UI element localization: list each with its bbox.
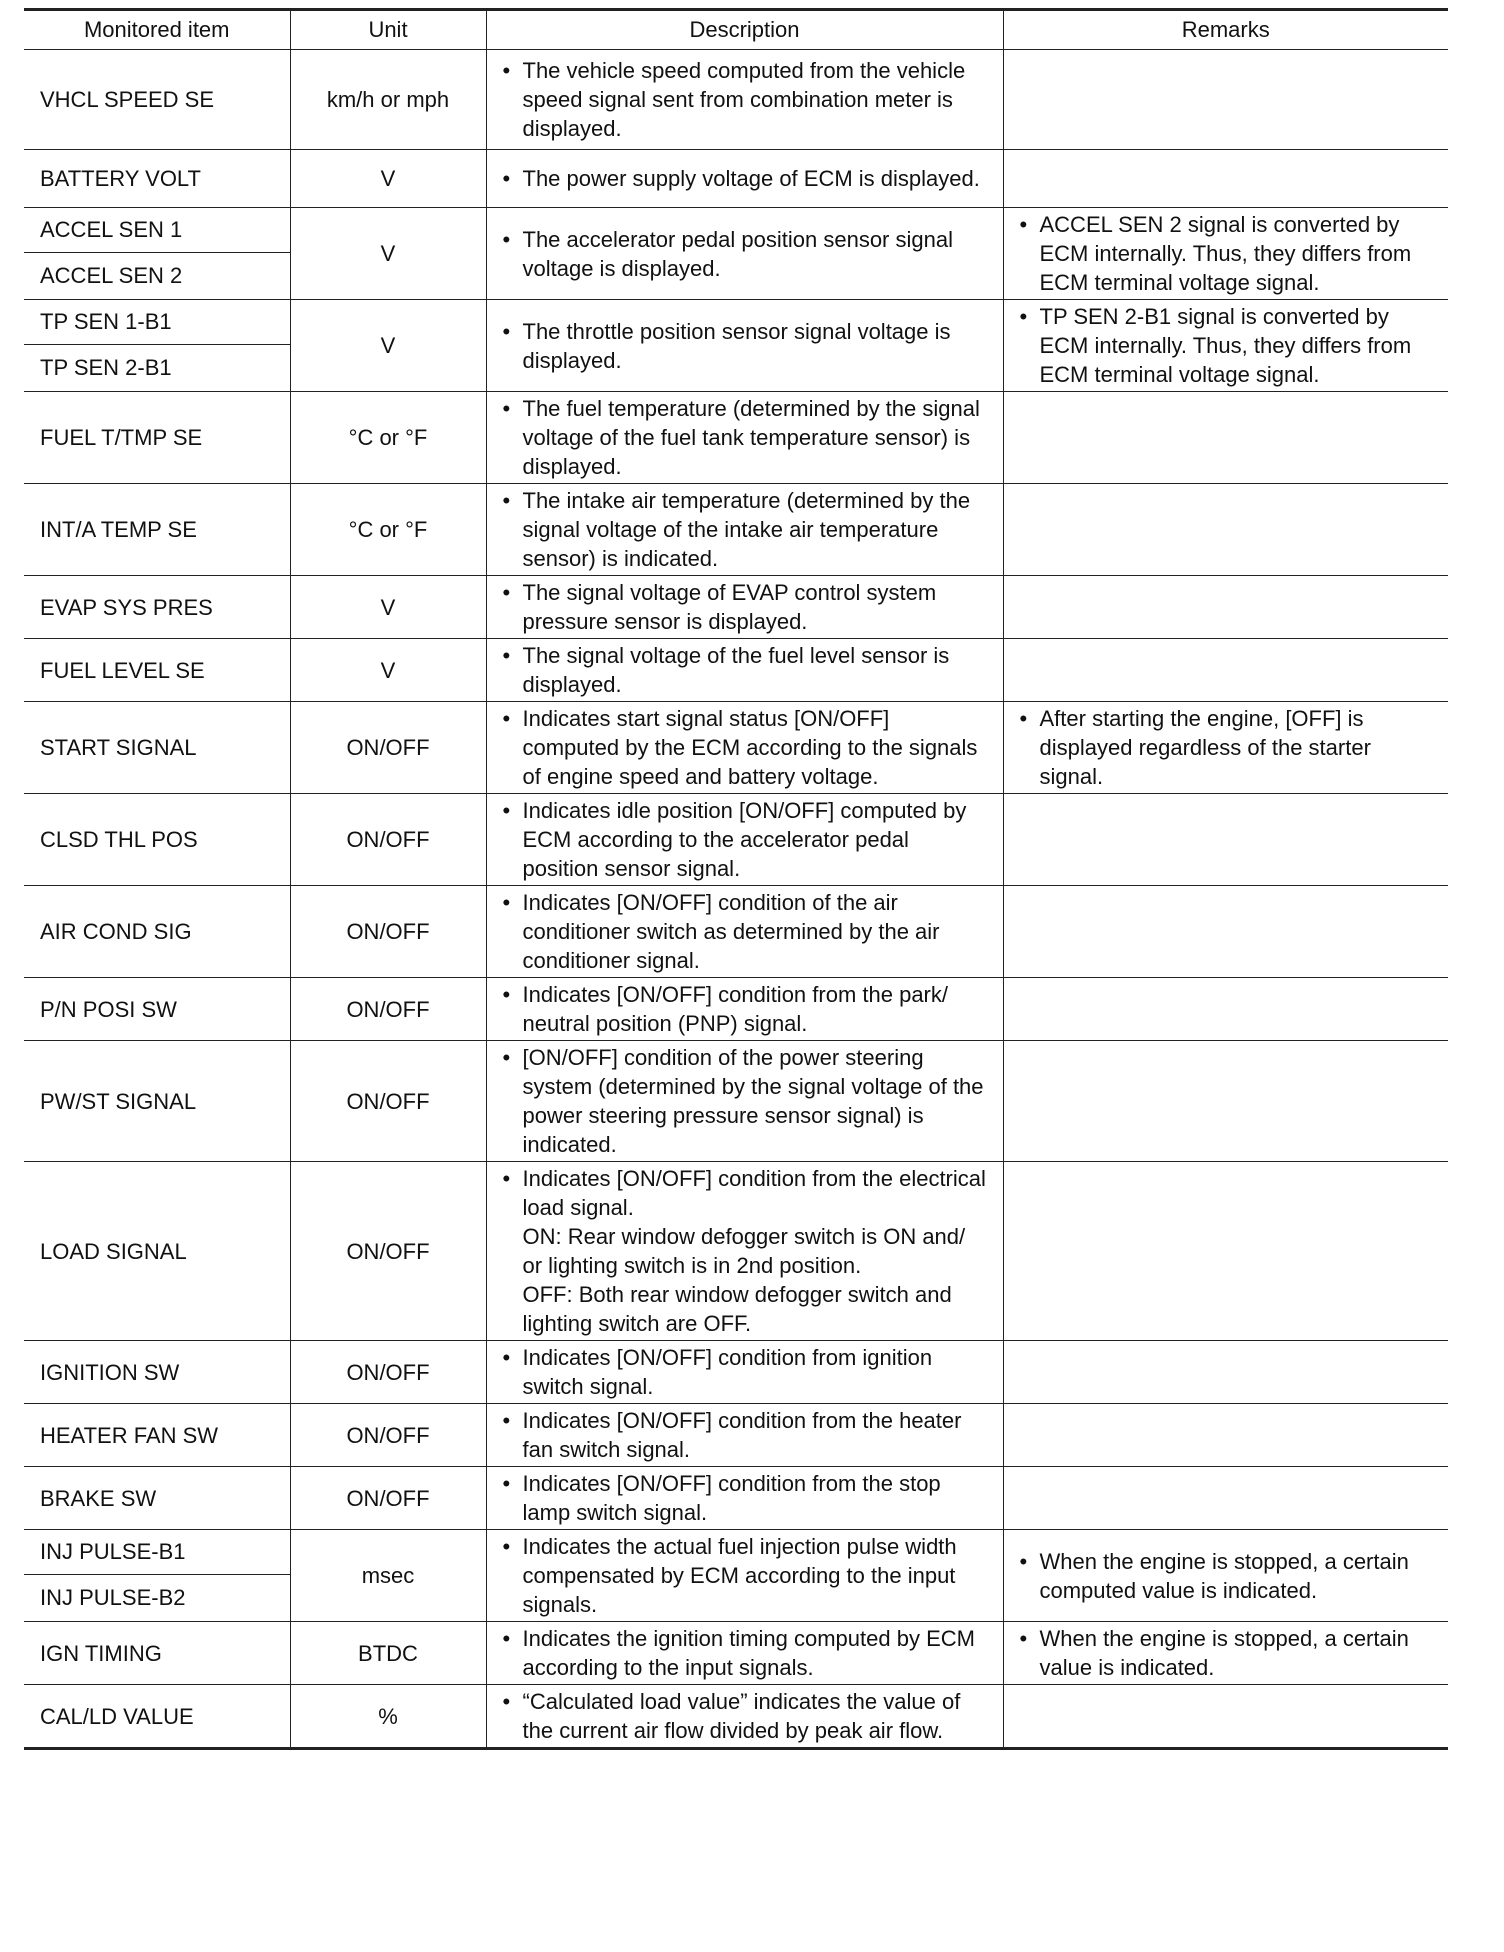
description-cell [486,208,1003,300]
monitored-item-cell: LOAD SIGNAL [24,1162,290,1341]
unit-cell: ON/OFF [290,794,486,886]
monitored-item-cell: TP SEN 1-B1 [24,300,290,345]
monitored-item-cell: FUEL LEVEL SE [24,639,290,702]
description-cell [486,576,1003,639]
remarks-cell [1003,208,1448,300]
description-bullet: • [ON/OFF] condition of the power steering system (determined by the signal voltage of the power steering pressure sensor signal) is indicated. [522,1045,984,1157]
table-row [24,300,1448,345]
header-monitored-item: Monitored item [24,10,290,50]
description-bullet: • The fuel temperature (determined by the signal voltage of the fuel tank temperature sensor) is displayed. [522,396,980,479]
unit-cell: km/h or mph [290,50,486,150]
description-cell [486,1162,1003,1341]
remarks-cell [1003,1530,1448,1622]
remarks-cell [1003,639,1448,702]
table-row [24,978,1448,1041]
unit-cell: ON/OFF [290,1041,486,1162]
description-bullet: • Indicates the actual fuel injection pulse width compensated by ECM according to the input signals. [522,1534,957,1617]
description-line: ON: Rear window defogger switch is ON and/ or lighting switch is in 2nd position. [522,1224,966,1278]
remarks-cell [1003,50,1448,150]
table-row [24,1162,1448,1341]
unit-cell: V [290,208,486,300]
remarks-cell [1003,978,1448,1041]
description-bullet: • Indicates idle position [ON/OFF] computed by ECM according to the accelerator pedal position sensor signal. [522,798,967,881]
description-cell [486,300,1003,392]
monitored-item-cell: CAL/LD VALUE [24,1685,290,1749]
remarks-cell [1003,1162,1448,1341]
unit-cell: % [290,1685,486,1749]
remarks-cell [1003,1041,1448,1162]
table-row [24,50,1448,150]
header-description: Description [486,10,1003,50]
description-bullet: • Indicates [ON/OFF] condition from the stop lamp switch signal. [522,1471,941,1525]
monitored-item-cell: INT/A TEMP SE [24,484,290,576]
remarks-text: When the engine is stopped, a certain computed value is indicated. [1039,1548,1409,1603]
monitored-item-cell: IGNITION SW [24,1341,290,1404]
unit-cell: ON/OFF [290,702,486,794]
unit-cell: msec [290,1530,486,1622]
remarks-cell [1003,300,1448,392]
description-bullet: • Indicates [ON/OFF] condition from the electrical load signal. [522,1166,986,1220]
remarks-bullet [1016,1624,1437,1682]
unit-cell: ON/OFF [290,1341,486,1404]
description-bullet: • The signal voltage of EVAP control system pressure sensor is displayed. [522,580,937,634]
remarks-cell [1003,702,1448,794]
table-row [24,1467,1448,1530]
table-row [24,1341,1448,1404]
monitored-item-cell: AIR COND SIG [24,886,290,978]
remarks-cell [1003,1685,1448,1749]
description-line: OFF: Both rear window defogger switch and lighting switch are OFF. [522,1282,952,1336]
description-cell [486,702,1003,794]
monitored-item-cell: CLSD THL POS [24,794,290,886]
monitored-item-cell: VHCL SPEED SE [24,50,290,150]
remarks-cell [1003,1467,1448,1530]
monitored-item-cell: IGN TIMING [24,1622,290,1685]
remarks-cell [1003,150,1448,208]
table-row [24,484,1448,576]
monitored-item-cell: INJ PULSE-B2 [24,1574,290,1621]
monitored-item-cell: TP SEN 2-B1 [24,344,290,391]
monitor-items-table [24,8,1448,1750]
description-cell [486,794,1003,886]
remarks-text: ACCEL SEN 2 signal is converted by ECM internally. Thus, they differs from ECM terminal voltage signal. [1039,212,1412,295]
description-cell [486,1622,1003,1685]
description-cell [486,50,1003,150]
description-bullet: • Indicates [ON/OFF] condition from ignition switch signal. [522,1345,933,1399]
monitored-item-cell: EVAP SYS PRES [24,576,290,639]
description-cell [486,392,1003,484]
table-row [24,1685,1448,1749]
table-row [24,1041,1448,1162]
unit-cell: V [290,300,486,392]
monitored-item-cell: FUEL T/TMP SE [24,392,290,484]
monitored-item-cell: HEATER FAN SW [24,1404,290,1467]
description-bullet: • Indicates [ON/OFF] condition of the air conditioner switch as determined by the air conditioner signal. [522,890,940,973]
remarks-cell [1003,576,1448,639]
unit-cell: ON/OFF [290,1467,486,1530]
table-row [24,208,1448,253]
remarks-bullet [1016,210,1437,297]
unit-cell: ON/OFF [290,886,486,978]
description-cell [486,1041,1003,1162]
table-body [24,50,1448,1749]
unit-cell: °C or °F [290,484,486,576]
table-row [24,576,1448,639]
table-row [24,1622,1448,1685]
table-row [24,886,1448,978]
remarks-cell [1003,1622,1448,1685]
table-row [24,392,1448,484]
header-unit: Unit [290,10,486,50]
monitored-item-cell: START SIGNAL [24,702,290,794]
description-cell [486,639,1003,702]
table-row [24,150,1448,208]
unit-cell: ON/OFF [290,1162,486,1341]
remarks-cell [1003,392,1448,484]
monitored-item-cell: ACCEL SEN 2 [24,252,290,299]
description-cell [486,1530,1003,1622]
monitored-item-cell: INJ PULSE-B1 [24,1530,290,1575]
description-cell [486,1685,1003,1749]
unit-cell: V [290,639,486,702]
description-bullet: • The signal voltage of the fuel level sensor is displayed. [522,643,950,697]
description-bullet: • “Calculated load value” indicates the value of the current air flow divided by peak air flow. [522,1689,961,1743]
description-bullet: • The power supply voltage of ECM is displayed. [522,166,980,191]
monitored-item-cell: BATTERY VOLT [24,150,290,208]
description-bullet: • Indicates [ON/OFF] condition from the heater fan switch signal. [522,1408,962,1462]
description-cell [486,886,1003,978]
description-cell [486,978,1003,1041]
remarks-cell [1003,794,1448,886]
remarks-bullet [1016,302,1437,389]
description-cell [486,1341,1003,1404]
monitored-item-cell: ACCEL SEN 1 [24,208,290,253]
description-bullet: • Indicates the ignition timing computed by ECM according to the input signals. [522,1626,975,1680]
unit-cell: °C or °F [290,392,486,484]
unit-cell: V [290,576,486,639]
unit-cell: BTDC [290,1622,486,1685]
remarks-cell [1003,1341,1448,1404]
remarks-text: After starting the engine, [OFF] is displayed regardless of the starter signal. [1039,706,1371,789]
table-header-row [24,10,1448,50]
description-cell [486,484,1003,576]
table-row [24,794,1448,886]
table-row [24,1404,1448,1467]
unit-cell: V [290,150,486,208]
description-bullet: • The intake air temperature (determined by the signal voltage of the intake air temperature sensor) is indicated. [522,488,971,571]
header-remarks: Remarks [1003,10,1448,50]
remarks-cell [1003,1404,1448,1467]
description-bullet: • Indicates [ON/OFF] condition from the park/ neutral position (PNP) signal. [522,982,948,1036]
description-bullet: • The accelerator pedal position sensor signal voltage is displayed. [522,226,953,281]
description-bullet: • The vehicle speed computed from the vehicle speed signal sent from combination meter is displayed. [522,58,966,141]
remarks-bullet [1016,1547,1437,1605]
description-cell [486,150,1003,208]
table-row [24,639,1448,702]
description-bullet: • The throttle position sensor signal voltage is displayed. [522,318,951,373]
table-row [24,702,1448,794]
monitored-item-cell: BRAKE SW [24,1467,290,1530]
remarks-bullet [1016,704,1437,791]
table-row [24,1530,1448,1575]
remarks-cell [1003,484,1448,576]
description-cell [486,1404,1003,1467]
description-cell [486,1467,1003,1530]
unit-cell: ON/OFF [290,1404,486,1467]
remarks-text: TP SEN 2-B1 signal is converted by ECM internally. Thus, they differs from ECM terminal voltage signal. [1039,304,1412,387]
monitored-item-cell: PW/ST SIGNAL [24,1041,290,1162]
remarks-text: When the engine is stopped, a certain value is indicated. [1039,1626,1409,1680]
description-bullet: • Indicates start signal status [ON/OFF] computed by the ECM according to the signals of engine speed and battery voltage. [522,706,978,789]
remarks-cell [1003,886,1448,978]
monitored-item-cell: P/N POSI SW [24,978,290,1041]
unit-cell: ON/OFF [290,978,486,1041]
